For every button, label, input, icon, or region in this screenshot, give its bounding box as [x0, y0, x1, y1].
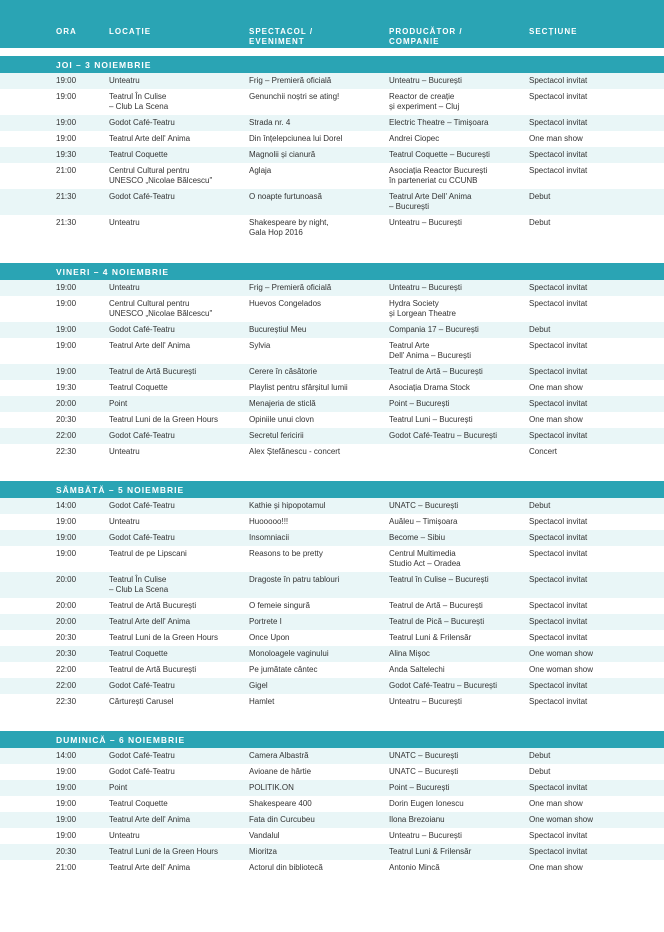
cell-show: Shakespeare 400	[249, 799, 312, 808]
cell-venue: Godot Café-Teatru	[109, 681, 175, 690]
cell-producer: Become – Sibiu	[389, 533, 446, 542]
header-producator: PRODUCĂTOR / COMPANIE	[389, 27, 463, 46]
cell-venue: Unteatru	[109, 831, 140, 840]
cell-section: Spectacol invitat	[529, 783, 588, 792]
table-row	[0, 812, 664, 828]
cell-time: 20:00	[56, 575, 77, 584]
cell-producer: Teatrul Arte Dell' Anima – București	[389, 192, 472, 211]
cell-producer: Point – București	[389, 783, 450, 792]
cell-show: Shakespeare by night, Gala Hop 2016	[249, 218, 329, 237]
header-ora: ORA	[56, 27, 77, 36]
cell-time: 19:00	[56, 549, 77, 558]
table-row	[0, 215, 664, 241]
cell-section: Spectacol invitat	[529, 399, 588, 408]
cell-time: 19:00	[56, 341, 77, 350]
table-row	[0, 572, 664, 598]
cell-producer: Ilona Brezoianu	[389, 815, 445, 824]
cell-show: Frig – Premieră oficială	[249, 283, 332, 292]
cell-section: One woman show	[529, 815, 594, 824]
cell-venue: Unteatru	[109, 517, 140, 526]
day-band	[0, 263, 664, 280]
cell-show: Kathie și hipopotamul	[249, 501, 326, 510]
table-row	[0, 828, 664, 844]
day-rows	[0, 498, 664, 710]
cell-section: Spectacol invitat	[529, 341, 588, 350]
cell-venue: Teatrul de Artă București	[109, 665, 197, 674]
cell-time: 20:30	[56, 415, 77, 424]
cell-section: Spectacol invitat	[529, 575, 588, 584]
cell-venue: Godot Café-Teatru	[109, 533, 175, 542]
day-rows	[0, 748, 664, 876]
cell-section: Spectacol invitat	[529, 76, 588, 85]
cell-show: Vandalul	[249, 831, 280, 840]
cell-time: 19:30	[56, 150, 77, 159]
table-row	[0, 364, 664, 380]
cell-venue: Unteatru	[109, 76, 140, 85]
cell-venue: Teatrul Coquette	[109, 383, 168, 392]
cell-section: Spectacol invitat	[529, 633, 588, 642]
cell-show: Reasons to be pretty	[249, 549, 323, 558]
table-row	[0, 89, 664, 115]
table-row	[0, 694, 664, 710]
cell-producer: Compania 17 – București	[389, 325, 479, 334]
cell-producer: Unteatru – București	[389, 697, 462, 706]
cell-time: 19:00	[56, 799, 77, 808]
table-row	[0, 646, 664, 662]
cell-show: Insomniacii	[249, 533, 290, 542]
cell-venue: Teatrul Arte dell' Anima	[109, 134, 191, 143]
cell-venue: Teatrul de Artă București	[109, 367, 197, 376]
cell-time: 14:00	[56, 501, 77, 510]
cell-time: 22:30	[56, 447, 77, 456]
cell-venue: Teatrul Arte dell' Anima	[109, 863, 191, 872]
cell-section: One man show	[529, 415, 583, 424]
table-row	[0, 598, 664, 614]
cell-section: Spectacol invitat	[529, 118, 588, 127]
cell-show: Sylvia	[249, 341, 271, 350]
cell-time: 14:00	[56, 751, 77, 760]
day-title: DUMINICĂ – 6 NOIEMBRIE	[56, 735, 186, 745]
cell-section: Spectacol invitat	[529, 299, 588, 308]
cell-time: 20:00	[56, 601, 77, 610]
cell-section: One man show	[529, 383, 583, 392]
cell-venue: Teatrul Luni de la Green Hours	[109, 633, 218, 642]
cell-show: Pe jumătate cântec	[249, 665, 318, 674]
header-locatie: LOCAȚIE	[109, 27, 152, 36]
table-row	[0, 396, 664, 412]
cell-producer: Teatrul de Pică – București	[389, 617, 485, 626]
cell-venue: Point	[109, 399, 128, 408]
cell-section: Spectacol invitat	[529, 431, 588, 440]
cell-section: Spectacol invitat	[529, 92, 588, 101]
table-row	[0, 338, 664, 364]
header-spectacol: SPECTACOL / EVENIMENT	[249, 27, 314, 46]
cell-time: 19:00	[56, 367, 77, 376]
cell-show: Camera Albastră	[249, 751, 309, 760]
cell-producer: Teatrul Arte Dell' Anima – București	[389, 341, 472, 360]
cell-time: 19:00	[56, 533, 77, 542]
table-row	[0, 514, 664, 530]
cell-venue: Godot Café-Teatru	[109, 118, 175, 127]
cell-producer: Unteatru – București	[389, 76, 462, 85]
cell-section: Debut	[529, 218, 551, 227]
cell-producer: Asociația Drama Stock	[389, 383, 470, 392]
table-row	[0, 748, 664, 764]
cell-venue: Teatrul În Culise – Club La Scena	[109, 92, 169, 111]
cell-show: Once Upon	[249, 633, 290, 642]
cell-section: Debut	[529, 325, 551, 334]
cell-show: Huevos Congelados	[249, 299, 322, 308]
cell-time: 20:00	[56, 617, 77, 626]
table-row	[0, 412, 664, 428]
cell-producer: Unteatru – București	[389, 218, 462, 227]
cell-time: 19:00	[56, 299, 77, 308]
cell-producer: Unteatru – București	[389, 831, 462, 840]
table-row	[0, 147, 664, 163]
day-rows	[0, 280, 664, 460]
day-band	[0, 56, 664, 73]
column-header	[0, 0, 664, 48]
cell-section: Spectacol invitat	[529, 697, 588, 706]
table-row	[0, 428, 664, 444]
cell-producer: Antonio Mincă	[389, 863, 440, 872]
cell-section: One man show	[529, 134, 583, 143]
cell-venue: Point	[109, 783, 128, 792]
cell-time: 19:00	[56, 92, 77, 101]
cell-producer: Asociația Reactor București în parteneriat cu CCUNB	[389, 166, 488, 185]
cell-time: 19:00	[56, 283, 77, 292]
cell-section: Debut	[529, 751, 551, 760]
cell-producer: Unteatru – București	[389, 283, 462, 292]
cell-show: Actorul din bibliotecă	[249, 863, 323, 872]
table-row	[0, 115, 664, 131]
cell-time: 20:30	[56, 847, 77, 856]
cell-time: 19:00	[56, 134, 77, 143]
cell-show: Magnolii și cianură	[249, 150, 316, 159]
table-row	[0, 163, 664, 189]
table-row	[0, 860, 664, 876]
cell-venue: Godot Café-Teatru	[109, 767, 175, 776]
cell-time: 19:00	[56, 815, 77, 824]
cell-producer: Point – București	[389, 399, 450, 408]
cell-producer: Alina Mișoc	[389, 649, 430, 658]
day-band	[0, 481, 664, 498]
cell-time: 21:30	[56, 218, 77, 227]
cell-producer: Teatrul Coquette – București	[389, 150, 490, 159]
cell-section: Spectacol invitat	[529, 533, 588, 542]
cell-time: 22:30	[56, 697, 77, 706]
cell-show: Cerere în căsătorie	[249, 367, 318, 376]
table-row	[0, 844, 664, 860]
cell-section: Debut	[529, 501, 551, 510]
cell-show: O femeie singură	[249, 601, 310, 610]
table-row	[0, 630, 664, 646]
cell-show: Strada nr. 4	[249, 118, 291, 127]
cell-venue: Teatrul de pe Lipscani	[109, 549, 187, 558]
cell-section: Spectacol invitat	[529, 517, 588, 526]
cell-show: Din înțelepciunea lui Dorel	[249, 134, 343, 143]
table-row	[0, 678, 664, 694]
cell-show: Bucureștiul Meu	[249, 325, 307, 334]
cell-venue: Godot Café-Teatru	[109, 325, 175, 334]
cell-venue: Teatrul Coquette	[109, 150, 168, 159]
cell-time: 19:00	[56, 783, 77, 792]
cell-producer: Dorin Eugen Ionescu	[389, 799, 464, 808]
cell-venue: Cărturești Carusel	[109, 697, 174, 706]
cell-show: Genunchii noștri se ating!	[249, 92, 340, 101]
cell-section: One woman show	[529, 665, 594, 674]
cell-producer: Hydra Society și Lorgean Theatre	[389, 299, 457, 318]
table-row	[0, 322, 664, 338]
table-row	[0, 380, 664, 396]
cell-section: Spectacol invitat	[529, 601, 588, 610]
cell-producer: Teatrul Luni & Frilensăr	[389, 847, 472, 856]
cell-show: Alex Ștefănescu - concert	[249, 447, 341, 456]
cell-venue: Teatrul Coquette	[109, 799, 168, 808]
cell-time: 22:00	[56, 665, 77, 674]
day-band	[0, 731, 664, 748]
table-row	[0, 780, 664, 796]
table-row	[0, 546, 664, 572]
cell-show: Hamlet	[249, 697, 275, 706]
cell-producer: Teatrul Luni – București	[389, 415, 473, 424]
cell-show: Opiniile unui clovn	[249, 415, 314, 424]
cell-section: One man show	[529, 799, 583, 808]
cell-show: Secretul fericirii	[249, 431, 304, 440]
cell-time: 19:00	[56, 517, 77, 526]
cell-venue: Godot Café-Teatru	[109, 192, 175, 201]
cell-venue: Godot Café-Teatru	[109, 431, 175, 440]
cell-time: 21:00	[56, 166, 77, 175]
cell-producer: Andrei Ciopec	[389, 134, 440, 143]
cell-show: Mioritza	[249, 847, 278, 856]
cell-venue: Godot Café-Teatru	[109, 501, 175, 510]
header-sectiune: SECȚIUNE	[529, 27, 578, 36]
cell-venue: Unteatru	[109, 447, 140, 456]
cell-show: Portrete I	[249, 617, 282, 626]
table-row	[0, 614, 664, 630]
cell-section: Debut	[529, 767, 551, 776]
cell-section: Spectacol invitat	[529, 549, 588, 558]
cell-producer: Reactor de creație și experiment – Cluj	[389, 92, 460, 111]
cell-venue: Unteatru	[109, 283, 140, 292]
cell-venue: Teatrul Arte dell' Anima	[109, 815, 191, 824]
cell-venue: Teatrul de Artă București	[109, 601, 197, 610]
cell-show: Playlist pentru sfârșitul lumii	[249, 383, 348, 392]
cell-venue: Teatrul Coquette	[109, 649, 168, 658]
cell-show: Huooooo!!!	[249, 517, 289, 526]
cell-producer: Centrul Multimedia Studio Act – Oradea	[389, 549, 461, 568]
cell-time: 22:00	[56, 431, 77, 440]
cell-show: POLITIK.ON	[249, 783, 294, 792]
cell-time: 20:30	[56, 649, 77, 658]
table-row	[0, 498, 664, 514]
cell-venue: Centrul Cultural pentru UNESCO „Nicolae Bălcescu"	[109, 299, 213, 318]
cell-section: Spectacol invitat	[529, 166, 588, 175]
cell-venue: Centrul Cultural pentru UNESCO „Nicolae Bălcescu"	[109, 166, 213, 185]
cell-producer: Teatrul de Artă – București	[389, 601, 483, 610]
cell-venue: Teatrul Arte dell' Anima	[109, 341, 191, 350]
table-row	[0, 280, 664, 296]
cell-time: 20:30	[56, 633, 77, 642]
cell-producer: UNATC – București	[389, 767, 459, 776]
cell-section: One man show	[529, 863, 583, 872]
cell-venue: Teatrul În Culise – Club La Scena	[109, 575, 169, 594]
cell-section: Debut	[529, 192, 551, 201]
cell-producer: Teatrul în Culise – București	[389, 575, 489, 584]
cell-time: 19:30	[56, 383, 77, 392]
cell-show: Monoloagele vaginului	[249, 649, 329, 658]
cell-show: Dragoste în patru tablouri	[249, 575, 340, 584]
table-row	[0, 189, 664, 215]
table-row	[0, 662, 664, 678]
cell-producer: UNATC – București	[389, 751, 459, 760]
cell-section: Concert	[529, 447, 558, 456]
cell-time: 21:00	[56, 863, 77, 872]
cell-section: Spectacol invitat	[529, 681, 588, 690]
day-title: VINERI – 4 NOIEMBRIE	[56, 267, 170, 277]
table-row	[0, 296, 664, 322]
cell-section: Spectacol invitat	[529, 283, 588, 292]
cell-venue: Godot Café-Teatru	[109, 751, 175, 760]
cell-time: 19:00	[56, 118, 77, 127]
cell-show: Fata din Curcubeu	[249, 815, 315, 824]
cell-time: 22:00	[56, 681, 77, 690]
table-row	[0, 131, 664, 147]
cell-section: Spectacol invitat	[529, 367, 588, 376]
cell-producer: Godot Café-Teatru – București	[389, 681, 498, 690]
cell-show: Avioane de hârtie	[249, 767, 312, 776]
cell-producer: Teatrul Luni & Frilensăr	[389, 633, 472, 642]
cell-section: One woman show	[529, 649, 594, 658]
cell-producer: Godot Café-Teatru – București	[389, 431, 498, 440]
cell-show: Aglaja	[249, 166, 272, 175]
cell-section: Spectacol invitat	[529, 150, 588, 159]
cell-show: Gigel	[249, 681, 268, 690]
cell-time: 19:00	[56, 831, 77, 840]
cell-venue: Teatrul Luni de la Green Hours	[109, 847, 218, 856]
cell-producer: UNATC – București	[389, 501, 459, 510]
cell-time: 20:00	[56, 399, 77, 408]
cell-time: 19:00	[56, 767, 77, 776]
day-title: SÂMBĂTĂ – 5 NOIEMBRIE	[56, 485, 185, 495]
cell-venue: Teatrul Luni de la Green Hours	[109, 415, 218, 424]
cell-time: 19:00	[56, 325, 77, 334]
day-title: JOI – 3 NOIEMBRIE	[56, 60, 152, 70]
cell-section: Spectacol invitat	[529, 617, 588, 626]
table-row	[0, 73, 664, 89]
cell-show: Frig – Premieră oficială	[249, 76, 332, 85]
cell-producer: Auăleu – Timișoara	[389, 517, 458, 526]
cell-section: Spectacol invitat	[529, 847, 588, 856]
table-row	[0, 764, 664, 780]
table-row	[0, 444, 664, 460]
cell-show: O noapte furtunoasă	[249, 192, 322, 201]
table-row	[0, 530, 664, 546]
cell-section: Spectacol invitat	[529, 831, 588, 840]
cell-time: 19:00	[56, 76, 77, 85]
cell-show: Menajeria de sticlă	[249, 399, 316, 408]
table-row	[0, 796, 664, 812]
cell-producer: Electric Theatre – Timișoara	[389, 118, 489, 127]
cell-venue: Teatrul Arte dell' Anima	[109, 617, 191, 626]
day-rows	[0, 73, 664, 241]
cell-time: 21:30	[56, 192, 77, 201]
cell-producer: Anda Saltelechi	[389, 665, 445, 674]
cell-venue: Unteatru	[109, 218, 140, 227]
cell-producer: Teatrul de Artă – București	[389, 367, 483, 376]
